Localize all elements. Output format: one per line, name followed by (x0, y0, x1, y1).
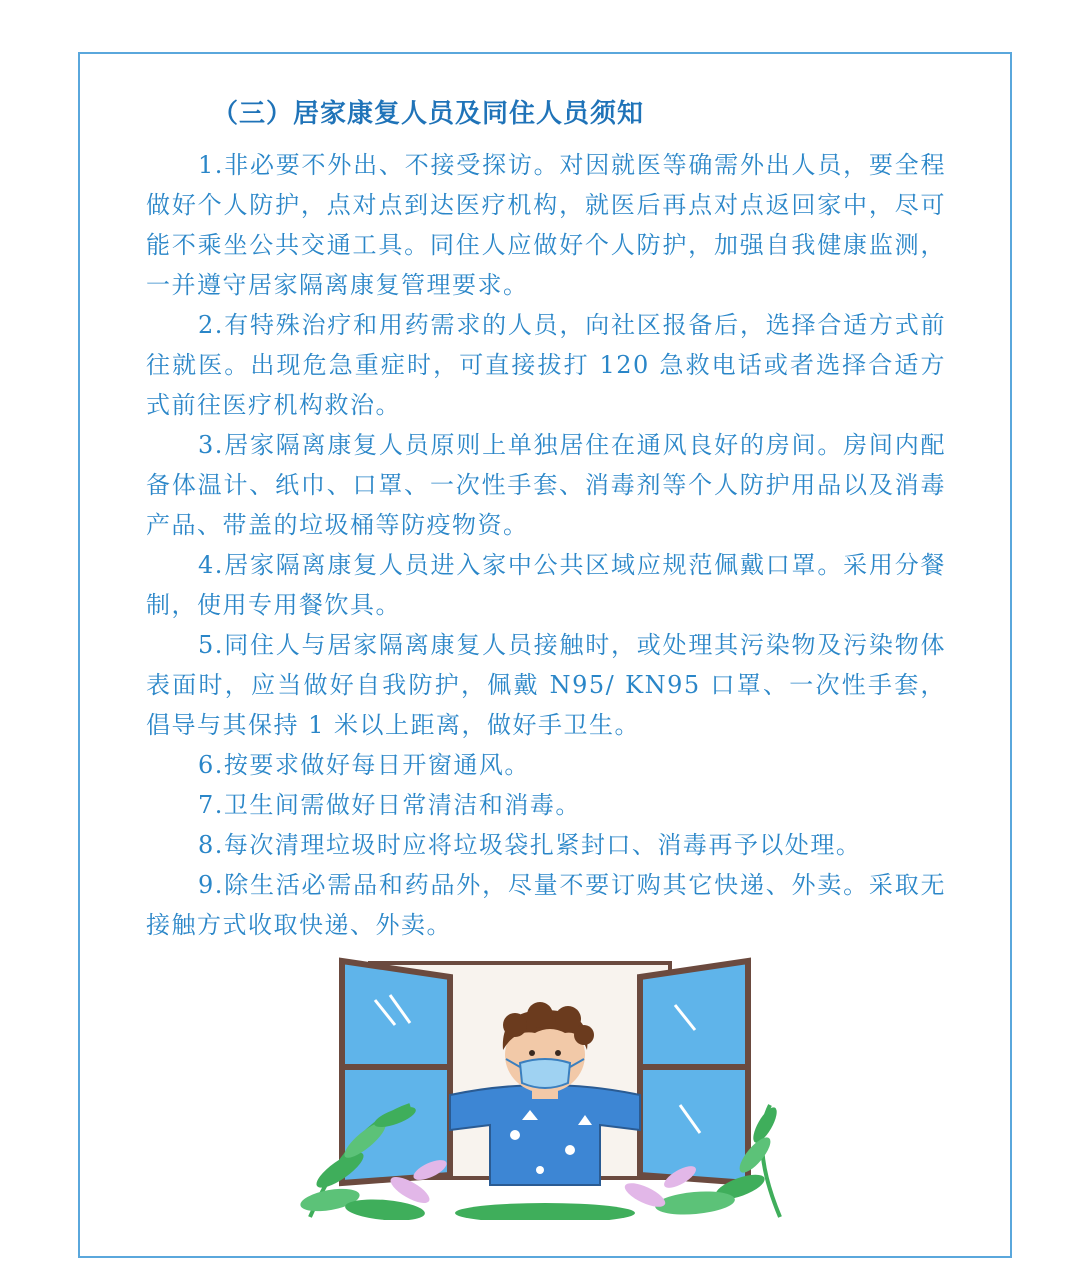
masked-person-window-illustration (300, 955, 790, 1220)
notice-item-3: 3.居家隔离康复人员原则上单独居住在通风良好的房间。房间内配备体温计、纸巾、口罩、一次性手套、消毒剂等个人防护用品以及消毒产品、带盖的垃圾桶等防疫物资。 (146, 431, 946, 539)
notice-item-4: 4.居家隔离康复人员进入家中公共区域应规范佩戴口罩。采用分餐制，使用专用餐饮具。 (146, 551, 946, 619)
notice-item-2: 2.有特殊治疗和用药需求的人员，向社区报备后，选择合适方式前往就医。出现危急重症时，可直接拔打 120 急救电话或者选择合适方式前往医疗机构救治。 (146, 311, 946, 419)
window-right-pane (640, 961, 748, 1183)
section-heading: （三）居家康复人员及同住人员须知 (212, 99, 645, 129)
notice-body (146, 145, 946, 945)
notice-item-8: 8.每次清理垃圾时应将垃圾袋扎紧封口、消毒再予以处理。 (198, 831, 862, 859)
face-mask-icon (520, 1059, 570, 1088)
notice-item-6: 6.按要求做好每日开窗通风。 (198, 751, 530, 779)
notice-item-1: 1.非必要不外出、不接受探访。对因就医等确需外出人员，要全程做好个人防护，点对点到达医疗机构，就医后再点对点返回家中，尽可能不乘坐公共交通工具。同住人应做好个人防护，加强自我健康监测，一并遵守居家隔离康复管理要求。 (146, 151, 946, 299)
notice-item-9: 9.除生活必需品和药品外，尽量不要订购其它快递、外卖。采取无接触方式收取快递、外卖。 (146, 871, 946, 939)
window-illustration-icon (300, 955, 790, 1220)
notice-item-5: 5.同住人与居家隔离康复人员接触时，或处理其污染物及污染物体表面时，应当做好自我防护，佩戴 N95/ KN95 口罩、一次性手套，倡导与其保持 1 米以上距离，做好手卫生。 (146, 631, 946, 739)
notice-item-7: 7.卫生间需做好日常清洁和消毒。 (198, 791, 581, 819)
